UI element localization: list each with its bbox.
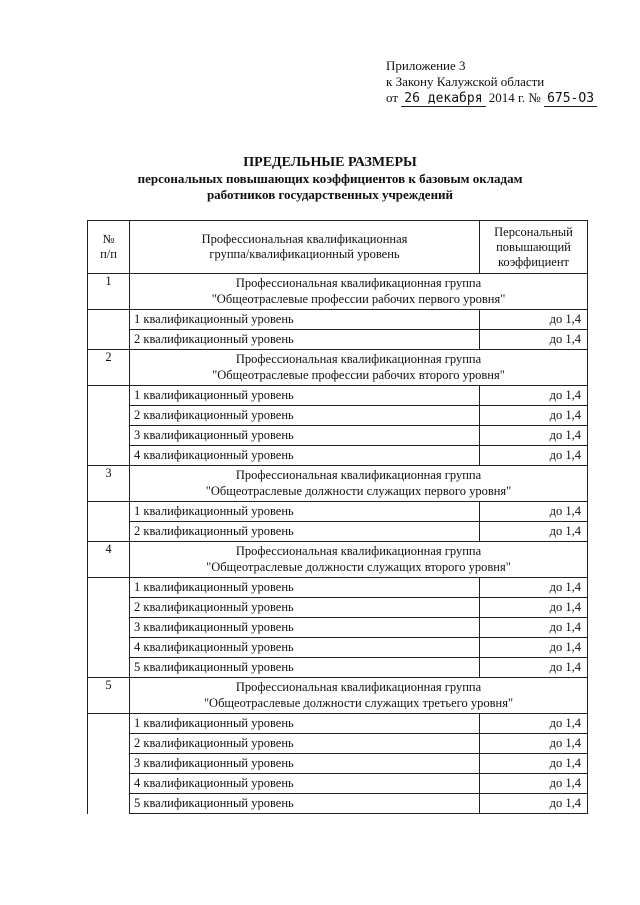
level-coefficient: до 1,4 bbox=[480, 578, 588, 598]
level-label: 1 квалификационный уровень bbox=[130, 578, 480, 598]
level-coefficient: до 1,4 bbox=[480, 638, 588, 658]
blank-cell bbox=[88, 330, 130, 350]
heading-line-2: персональных повышающих коэффициентов к базовым окладам bbox=[137, 171, 523, 186]
table-row bbox=[88, 522, 588, 542]
group-name: "Общеотраслевые профессии рабочих первого уровня" bbox=[211, 292, 506, 306]
blank-cell bbox=[88, 578, 130, 598]
blank-cell bbox=[88, 714, 130, 734]
level-label: 3 квалификационный уровень bbox=[130, 754, 480, 774]
header-group bbox=[130, 221, 480, 274]
group-name: "Общеотраслевые профессии рабочих второго уровня" bbox=[212, 368, 505, 382]
group-title: Профессиональная квалификационная группа bbox=[235, 352, 482, 366]
group-name: "Общеотраслевые должности служащих второго уровня" bbox=[206, 560, 511, 574]
table-row bbox=[88, 618, 588, 638]
group-title: Профессиональная квалификационная группа bbox=[235, 468, 482, 482]
level-coefficient: до 1,4 bbox=[480, 714, 588, 734]
level-label: 1 квалификационный уровень bbox=[130, 714, 480, 734]
table-row bbox=[88, 638, 588, 658]
table-row bbox=[88, 774, 588, 794]
blank-cell bbox=[88, 502, 130, 522]
header-coef bbox=[480, 221, 588, 274]
table-row bbox=[88, 578, 588, 598]
group-title-cell bbox=[130, 678, 588, 714]
table-row bbox=[88, 406, 588, 426]
table-row bbox=[88, 426, 588, 446]
level-label: 5 квалификационный уровень bbox=[130, 794, 480, 814]
level-label: 2 квалификационный уровень bbox=[130, 330, 480, 350]
coefficients-table bbox=[87, 220, 588, 814]
header-group-line-2: группа/квалификационный уровень bbox=[209, 247, 400, 261]
table-row bbox=[88, 714, 588, 734]
blank-cell bbox=[88, 754, 130, 774]
blank-cell bbox=[88, 618, 130, 638]
header-coef-line-1: Персональный bbox=[494, 224, 573, 239]
annex-title: Приложение 3 bbox=[386, 58, 466, 73]
heading-title: ПРЕДЕЛЬНЫЕ РАЗМЕРЫ bbox=[243, 155, 417, 170]
group-row bbox=[88, 542, 588, 578]
table-row bbox=[88, 310, 588, 330]
level-coefficient: до 1,4 bbox=[480, 618, 588, 638]
group-number: 5 bbox=[88, 678, 130, 714]
blank-cell bbox=[88, 310, 130, 330]
blank-cell bbox=[88, 774, 130, 794]
annex-number-handwritten: 675-ОЗ bbox=[544, 91, 597, 107]
level-coefficient: до 1,4 bbox=[480, 598, 588, 618]
level-label: 2 квалификационный уровень bbox=[130, 598, 480, 618]
level-coefficient: до 1,4 bbox=[480, 734, 588, 754]
group-title-cell bbox=[130, 542, 588, 578]
blank-cell bbox=[88, 446, 130, 466]
group-name: "Общеотраслевые должности служащих первого уровня" bbox=[205, 484, 512, 498]
level-coefficient: до 1,4 bbox=[480, 774, 588, 794]
annex-date-handwritten: 26 декабря bbox=[401, 91, 485, 107]
blank-cell bbox=[88, 386, 130, 406]
header-group-line-1: Профессиональная квалификационная bbox=[201, 232, 408, 246]
group-title: Профессиональная квалификационная группа bbox=[235, 544, 482, 558]
level-label: 4 квалификационный уровень bbox=[130, 638, 480, 658]
group-row bbox=[88, 274, 588, 310]
level-coefficient: до 1,4 bbox=[480, 658, 588, 678]
group-number: 3 bbox=[88, 466, 130, 502]
document-heading bbox=[100, 155, 560, 203]
level-label: 1 квалификационный уровень bbox=[130, 386, 480, 406]
group-row bbox=[88, 466, 588, 502]
group-title: Профессиональная квалификационная группа bbox=[235, 276, 482, 290]
level-label: 2 квалификационный уровень bbox=[130, 522, 480, 542]
table-row bbox=[88, 446, 588, 466]
level-label: 4 квалификационный уровень bbox=[130, 774, 480, 794]
annex-date-year: 2014 г. № bbox=[488, 90, 541, 105]
level-coefficient: до 1,4 bbox=[480, 522, 588, 542]
annex-date-line bbox=[386, 90, 597, 107]
group-number: 1 bbox=[88, 274, 130, 310]
group-name: "Общеотраслевые должности служащих третьего уровня" bbox=[203, 696, 514, 710]
table-header-row bbox=[88, 221, 588, 274]
level-label: 3 квалификационный уровень bbox=[130, 618, 480, 638]
table-row bbox=[88, 502, 588, 522]
annex-law: к Закону Калужской области bbox=[386, 74, 545, 89]
group-number: 2 bbox=[88, 350, 130, 386]
level-label: 1 квалификационный уровень bbox=[130, 502, 480, 522]
blank-cell bbox=[88, 794, 130, 814]
blank-cell bbox=[88, 734, 130, 754]
level-coefficient: до 1,4 bbox=[480, 794, 588, 814]
group-title-cell bbox=[130, 274, 588, 310]
header-coef-line-2: повышающий bbox=[496, 239, 571, 254]
level-coefficient: до 1,4 bbox=[480, 330, 588, 350]
header-num-line-1: № bbox=[102, 232, 115, 246]
level-coefficient: до 1,4 bbox=[480, 310, 588, 330]
blank-cell bbox=[88, 522, 130, 542]
blank-cell bbox=[88, 406, 130, 426]
level-coefficient: до 1,4 bbox=[480, 754, 588, 774]
blank-cell bbox=[88, 638, 130, 658]
group-row bbox=[88, 350, 588, 386]
table-row bbox=[88, 330, 588, 350]
level-coefficient: до 1,4 bbox=[480, 502, 588, 522]
level-label: 3 квалификационный уровень bbox=[130, 426, 480, 446]
header-num-line-2: п/п bbox=[100, 247, 117, 261]
level-label: 1 квалификационный уровень bbox=[130, 310, 480, 330]
blank-cell bbox=[88, 598, 130, 618]
table-row bbox=[88, 658, 588, 678]
group-title-cell bbox=[130, 466, 588, 502]
level-coefficient: до 1,4 bbox=[480, 426, 588, 446]
table-row bbox=[88, 386, 588, 406]
table-row bbox=[88, 754, 588, 774]
table-row bbox=[88, 734, 588, 754]
table-row bbox=[88, 598, 588, 618]
level-coefficient: до 1,4 bbox=[480, 406, 588, 426]
level-coefficient: до 1,4 bbox=[480, 446, 588, 466]
group-title-cell bbox=[130, 350, 588, 386]
table-body bbox=[88, 274, 588, 814]
level-coefficient: до 1,4 bbox=[480, 386, 588, 406]
level-label: 2 квалификационный уровень bbox=[130, 734, 480, 754]
level-label: 2 квалификационный уровень bbox=[130, 406, 480, 426]
header-coef-line-3: коэффициент bbox=[497, 254, 570, 269]
level-label: 5 квалификационный уровень bbox=[130, 658, 480, 678]
group-number: 4 bbox=[88, 542, 130, 578]
annex-block bbox=[386, 58, 597, 107]
header-num bbox=[88, 221, 130, 274]
group-title: Профессиональная квалификационная группа bbox=[235, 680, 482, 694]
blank-cell bbox=[88, 658, 130, 678]
table-row bbox=[88, 794, 588, 814]
heading-line-3: работников государственных учреждений bbox=[206, 187, 454, 202]
level-label: 4 квалификационный уровень bbox=[130, 446, 480, 466]
blank-cell bbox=[88, 426, 130, 446]
annex-date-prefix: от bbox=[386, 90, 399, 105]
group-row bbox=[88, 678, 588, 714]
